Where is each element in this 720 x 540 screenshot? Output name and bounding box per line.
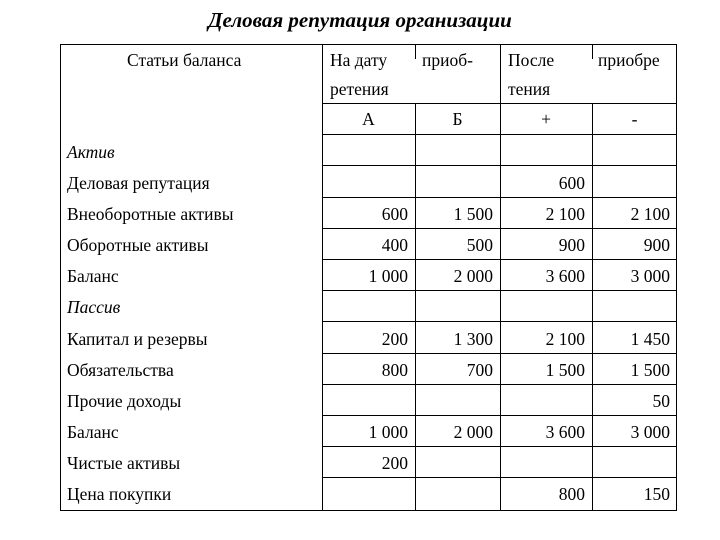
row-label: Обязательства xyxy=(67,360,174,380)
cell-c: 3 600 xyxy=(545,422,585,442)
col-divider xyxy=(592,44,593,59)
row-divider xyxy=(322,384,677,385)
cell-d: 1 500 xyxy=(630,360,670,380)
row-label: Баланс xyxy=(67,266,119,286)
col-divider xyxy=(415,44,416,59)
cell-c: 2 100 xyxy=(545,329,585,349)
header-col-c-line2: тения xyxy=(508,79,551,99)
cell-a: 200 xyxy=(381,329,408,349)
header-col-a-line2: ретения xyxy=(330,79,389,99)
row-label: Деловая репутация xyxy=(67,173,210,193)
cell-b: 1 300 xyxy=(453,329,493,349)
cell-c: 800 xyxy=(558,484,585,504)
page-title: Деловая репутация организации xyxy=(208,8,512,32)
header-balance-items: Статьи баланса xyxy=(127,50,242,70)
header-col-c-line1: После xyxy=(508,50,555,70)
cell-a: 1 000 xyxy=(368,266,408,286)
row-divider xyxy=(322,103,677,104)
cell-a: 400 xyxy=(381,235,408,255)
cell-c: 1 500 xyxy=(545,360,585,380)
cell-a: 1 000 xyxy=(368,422,408,442)
cell-a: 200 xyxy=(381,453,408,473)
cell-b: 1 500 xyxy=(453,204,493,224)
cell-d: 3 000 xyxy=(630,266,670,286)
header-col-b-letter: Б xyxy=(452,109,463,129)
cell-a: 800 xyxy=(381,360,408,380)
cell-c: 2 100 xyxy=(545,204,585,224)
row-label: Цена покупки xyxy=(67,484,172,504)
cell-c: 3 600 xyxy=(545,266,585,286)
cell-d: 150 xyxy=(643,484,670,504)
row-divider xyxy=(322,353,677,354)
row-divider xyxy=(322,321,677,322)
row-divider xyxy=(322,446,677,447)
cell-d: 50 xyxy=(652,391,670,411)
row-divider xyxy=(322,477,677,478)
cell-d: 1 450 xyxy=(630,329,670,349)
row-label: Прочие доходы xyxy=(67,391,182,411)
header-col-b-line1: приоб- xyxy=(422,50,473,70)
cell-b: 700 xyxy=(466,360,493,380)
section-label-liabilities: Пассив xyxy=(67,297,121,317)
row-divider xyxy=(322,197,677,198)
row-label: Оборотные активы xyxy=(67,235,209,255)
row-divider xyxy=(322,228,677,229)
row-divider xyxy=(322,259,677,260)
row-label: Капитал и резервы xyxy=(67,329,208,349)
cell-a: 600 xyxy=(381,204,408,224)
header-col-a-line1: На дату xyxy=(330,50,388,70)
cell-d: 900 xyxy=(643,235,670,255)
cell-d: 3 000 xyxy=(630,422,670,442)
row-divider xyxy=(322,134,677,135)
section-label-assets: Актив xyxy=(67,142,115,162)
row-label: Внеоборотные активы xyxy=(67,204,234,224)
row-divider xyxy=(322,415,677,416)
cell-b: 2 000 xyxy=(453,266,493,286)
row-divider xyxy=(322,165,677,166)
row-divider xyxy=(322,290,677,291)
header-col-c-sign: + xyxy=(541,109,551,129)
row-label: Баланс xyxy=(67,422,119,442)
header-col-a-letter: А xyxy=(362,109,375,129)
cell-c: 900 xyxy=(558,235,585,255)
cell-b: 2 000 xyxy=(453,422,493,442)
header-col-d-sign: - xyxy=(631,109,638,129)
header-col-d-line1: приобре xyxy=(598,50,660,70)
row-label: Чистые активы xyxy=(67,453,181,473)
cell-b: 500 xyxy=(466,235,493,255)
cell-d: 2 100 xyxy=(630,204,670,224)
cell-c: 600 xyxy=(558,173,585,193)
